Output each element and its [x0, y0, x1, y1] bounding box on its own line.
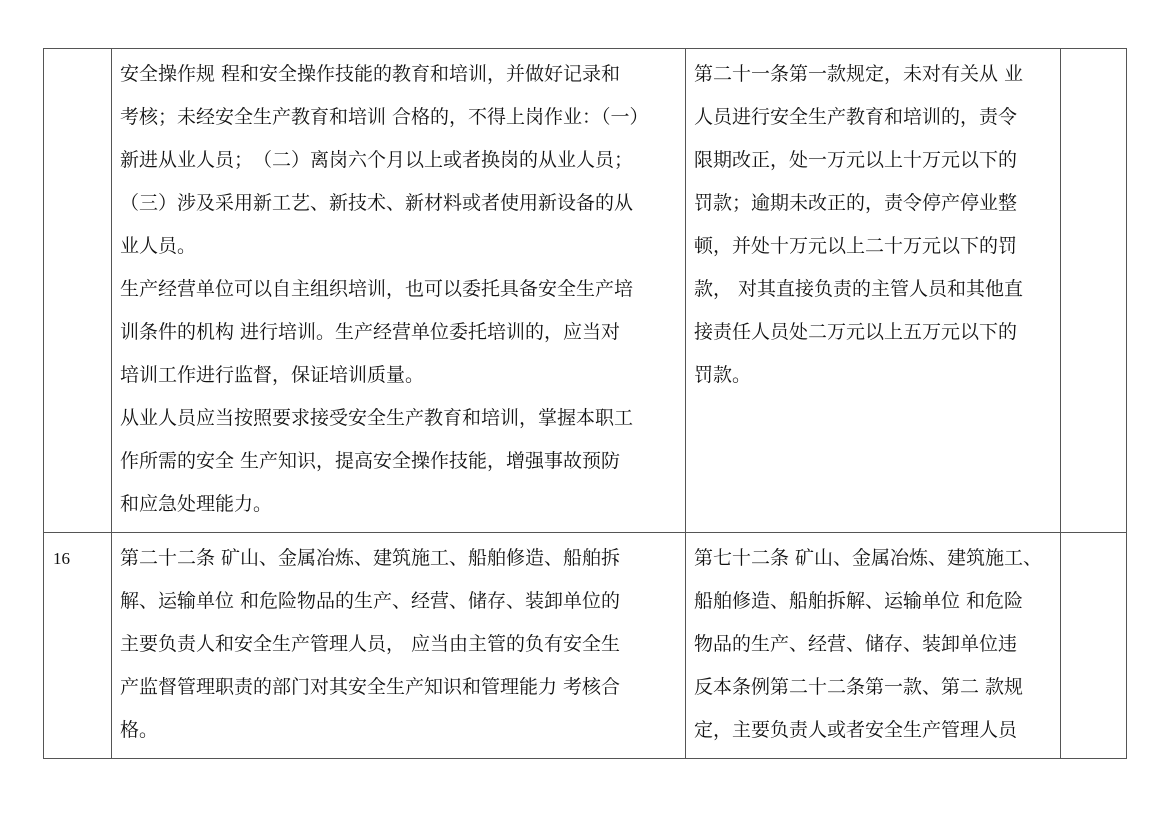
rule-line: 培训工作进行监督，保证培训质量。	[120, 364, 425, 386]
row-number: 16	[53, 549, 70, 568]
penalty-line: 第七十二条 矿山、金属冶炼、建筑施工、	[694, 547, 1043, 569]
rule-line: 第二十二条 矿山、金属冶炼、建筑施工、船舶修造、船舶拆	[120, 547, 621, 569]
rule-line: 考核；未经安全生产教育和培训 合格的，不得上岗作业：（一）	[120, 106, 649, 128]
rule-text-cell	[112, 49, 686, 533]
rule-line: 生产经营单位可以自主组织培训，也可以委托具备安全生产培	[120, 278, 634, 300]
rule-line: 格。	[120, 719, 159, 741]
table-row	[44, 533, 1127, 759]
rule-line: 从业人员应当按照要求接受安全生产教育和培训，掌握本职工	[120, 407, 634, 429]
rule-line: 主要负责人和安全生产管理人员， 应当由主管的负有安全生	[120, 633, 621, 655]
penalty-line: 罚款；逾期未改正的，责令停产停业整	[694, 192, 1018, 214]
penalty-line: 接责任人员处二万元以上五万元以下的	[694, 321, 1018, 343]
penalty-line: 顿，并处十万元以上二十万元以下的罚	[694, 235, 1018, 257]
rule-line: 训条件的机构 进行培训。生产经营单位委托培训的，应当对	[120, 321, 621, 343]
rule-text-cell	[112, 533, 686, 759]
penalty-line: 定，主要负责人或者安全生产管理人员	[694, 719, 1018, 741]
rule-line: 作所需的安全 生产知识，提高安全操作技能，增强事故预防	[120, 450, 621, 472]
note-text	[1061, 49, 1126, 59]
rule-line: 和应急处理能力。	[120, 493, 273, 515]
rule-line: 新进从业人员； （二）离岗六个月以上或者换岗的从业人员；	[120, 149, 634, 171]
penalty-line: 罚款。	[694, 364, 752, 386]
row-number	[44, 49, 111, 53]
row-number-cell	[44, 533, 112, 759]
table-row	[44, 49, 1127, 533]
penalty-line: 款， 对其直接负责的主管人员和其他直	[694, 278, 1024, 300]
penalty-line: 人员进行安全生产教育和培训的，责令	[694, 106, 1018, 128]
penalty-line: 反本条例第二十二条第一款、第二 款规	[694, 676, 1024, 698]
note-cell	[1061, 533, 1127, 759]
rule-line: 解、运输单位 和危险物品的生产、经营、储存、装卸单位的	[120, 590, 621, 612]
rule-line: 产监督管理职责的部门对其安全生产知识和管理能力 考核合	[120, 676, 621, 698]
note-text	[1061, 533, 1126, 543]
rule-line: 安全操作规 程和安全操作技能的教育和培训，并做好记录和	[120, 63, 621, 85]
note-cell	[1061, 49, 1127, 533]
penalty-line: 物品的生产、经营、储存、装卸单位违	[694, 633, 1018, 655]
rule-line: （三）涉及采用新工艺、新技术、新材料或者使用新设备的从	[120, 192, 634, 214]
penalty-line: 船舶修造、船舶拆解、运输单位 和危险	[694, 590, 1024, 612]
row-number-cell	[44, 49, 112, 533]
regulation-table	[43, 48, 1127, 759]
penalty-line: 第二十一条第一款规定，未对有关从 业	[694, 63, 1024, 85]
penalty-line: 限期改正，处一万元以上十万元以下的	[694, 149, 1018, 171]
penalty-text-cell	[686, 49, 1061, 533]
rule-line: 业人员。	[120, 235, 197, 257]
penalty-text-cell	[686, 533, 1061, 759]
